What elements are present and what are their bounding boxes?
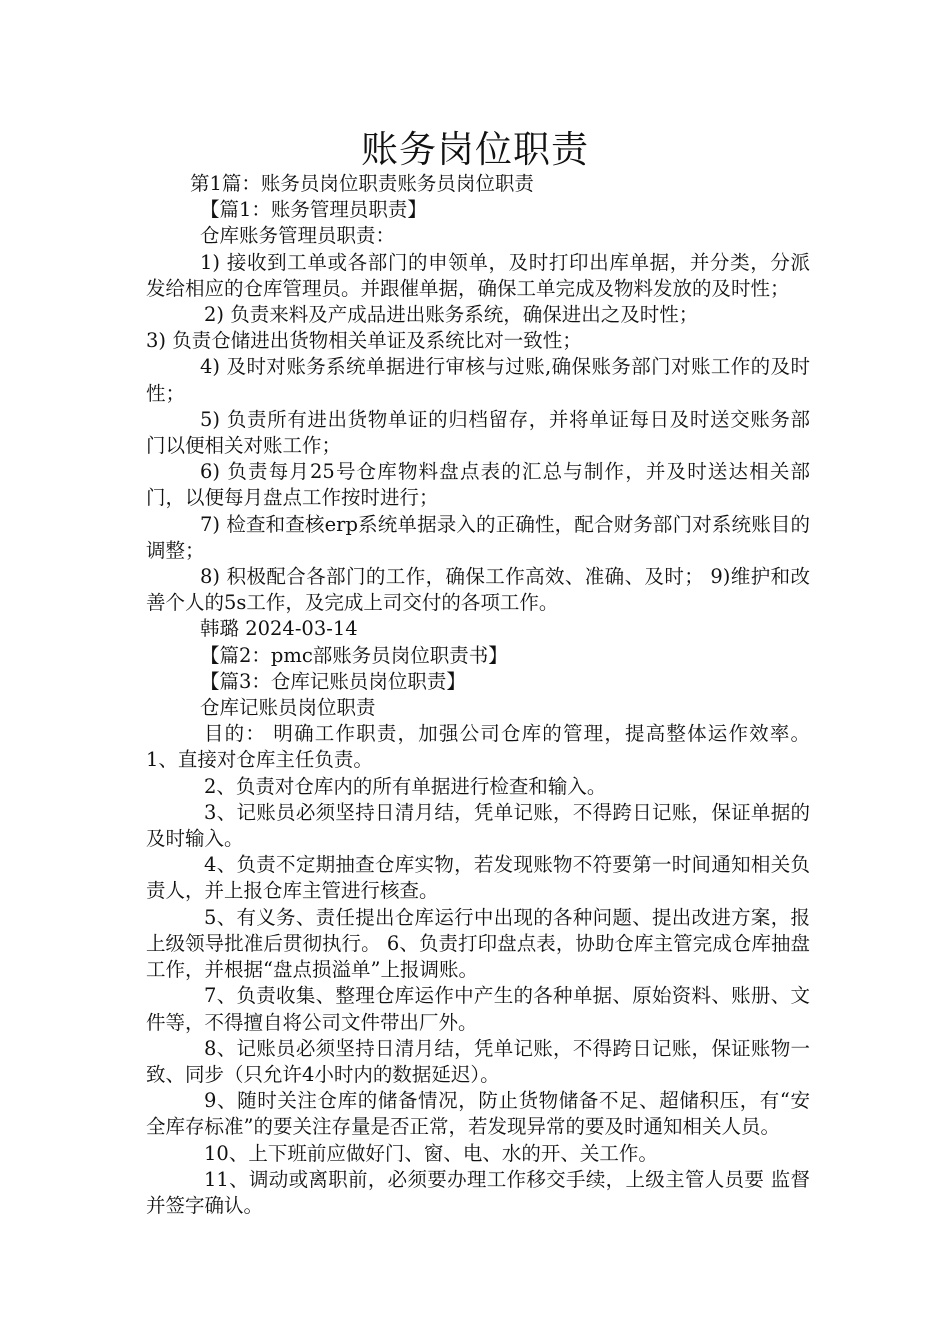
- list-item: 4) 及时对账务系统单据进行审核与过账,确保账务部门对账工作的及时性；: [146, 355, 810, 405]
- list-item: 1) 接收到工单或各部门的申领单，及时打印出库单据，并分类，分派发给相应的仓库管理员。并跟催单据，确保工单完成及物料发放的及时性；: [146, 250, 810, 300]
- list-item: 5、有义务、责任提出仓库运行中出现的各种问题、提出改进方案，报上级领导批准后贯彻执行。 6、负责打印盘点表，协助仓库主管完成仓库抽盘工作，并根据“盘点损溢单”上报调账。: [146, 905, 810, 982]
- section-heading: 【篇2：pmc部账务员岗位职责书】: [200, 643, 508, 667]
- list-item: 11、调动或离职前，必须要办理工作移交手续，上级主管人员要 监督并签字确认。: [146, 1167, 810, 1217]
- list-item: 4、负责不定期抽查仓库实物，若发现账物不符要第一时间通知相关负责人，并上报仓库主管进行核查。: [146, 853, 810, 903]
- list-item: 6) 负责每月25号仓库物料盘点表的汇总与制作，并及时送达相关部门，以便每月盘点工作按时进行；: [146, 460, 810, 510]
- section-heading: 【篇3：仓库记账员岗位职责】: [200, 669, 466, 693]
- document-title: 账务岗位职责: [361, 128, 589, 171]
- document-body: [146, 171, 810, 1219]
- section-heading: 【篇1：账务管理员职责】: [200, 198, 427, 222]
- list-item: 3) 负责仓储进出货物相关单证及系统比对一致性；: [146, 329, 582, 353]
- list-item: 7) 检查和查核erp系统单据录入的正确性，配合财务部门对系统账目的调整；: [146, 512, 810, 562]
- list-item: 2) 负责来料及产成品进出账务系统，确保进出之及时性；: [204, 303, 699, 327]
- chapter-heading: 第1篇：账务员岗位职责账务员岗位职责: [190, 172, 534, 195]
- list-item: 9、随时关注仓库的储备情况，防止货物储备不足、超储积压，有“安全库存标准”的要关注存量是否正常，若发现异常的要及时通知相关人员。: [146, 1089, 810, 1139]
- list-item: 5) 负责所有进出货物单证的归档留存，并将单证每日及时送交账务部门以便相关对账工作；: [146, 407, 810, 458]
- list-item: 2、负责对仓库内的所有单据进行检查和输入。: [204, 774, 607, 798]
- paragraph: 目的： 明确工作职责，加强公司仓库的管理，提高整体运作效率。 1、直接对仓库主任负责。: [146, 722, 810, 772]
- list-item: 8) 积极配合各部门的工作，确保工作高效、准确、及时； 9)维护和改善个人的5s工作，及完成上司交付的各项工作。: [146, 565, 810, 615]
- list-item: 3、记账员必须坚持日清月结，凭单记账，不得跨日记账，保证单据的及时输入。: [146, 800, 810, 851]
- list-item: 7、负责收集、整理仓库运作中产生的各种单据、原始资料、账册、文件等，不得擅自将公司文件带出厂外。: [146, 984, 810, 1034]
- list-item: 8、记账员必须坚持日清月结，凭单记账，不得跨日记账，保证账物一致、同步（只允许4小时内的数据延迟）。: [146, 1036, 810, 1086]
- paragraph: 仓库账务管理员职责：: [200, 224, 396, 248]
- paragraph: 仓库记账员岗位职责: [200, 696, 376, 720]
- list-item: 10、上下班前应做好门、窗、电、水的开、关工作。: [204, 1141, 658, 1165]
- author-date: 韩璐 2024-03-14: [200, 617, 358, 641]
